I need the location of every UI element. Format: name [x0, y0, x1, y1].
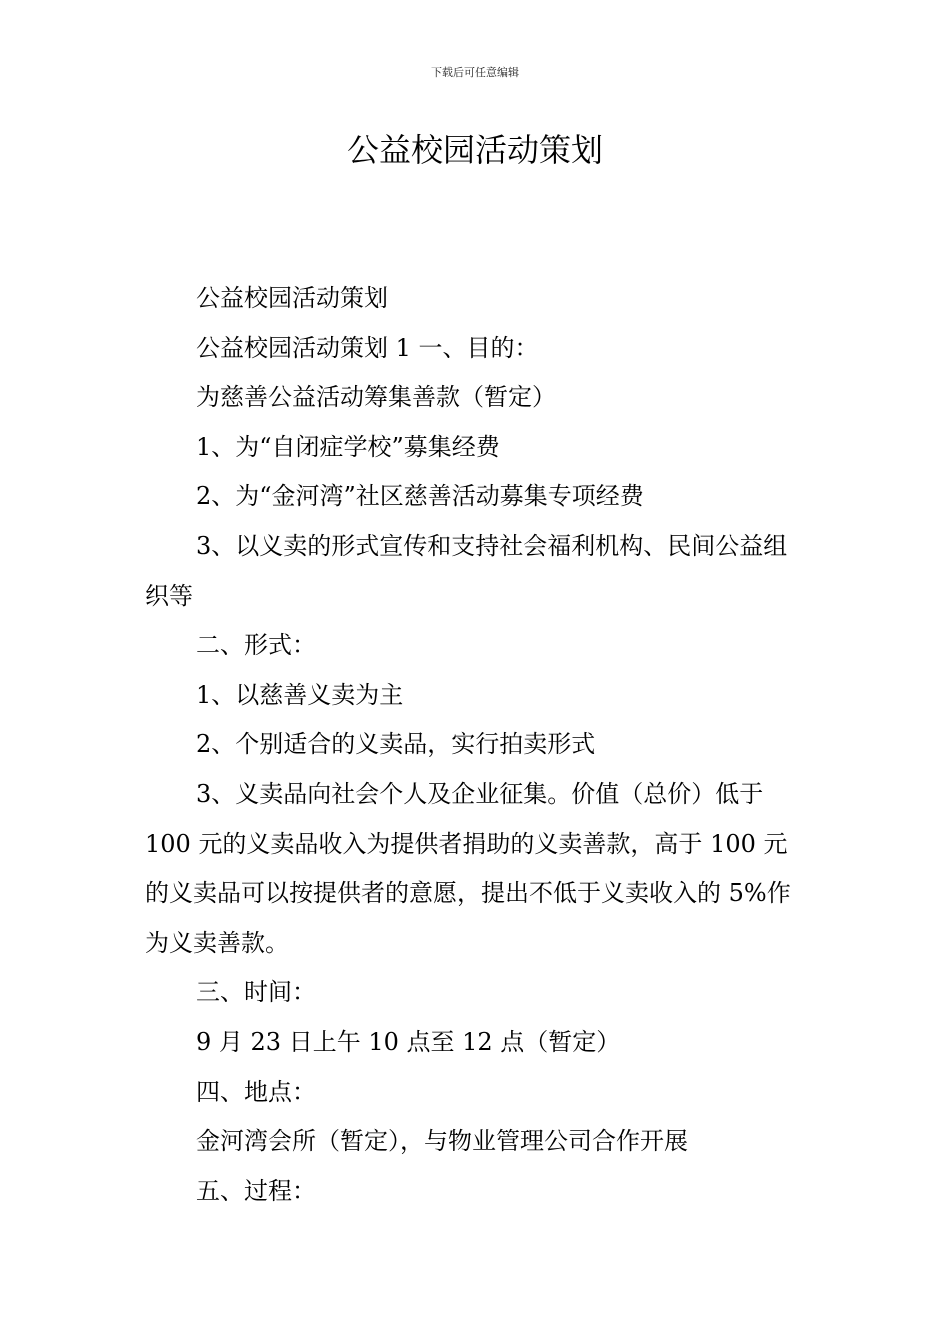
- paragraph: 9 月 23 日上午 10 点至 12 点（暂定）: [196, 1027, 621, 1056]
- paragraph: 2、个别适合的义卖品，实行拍卖形式: [196, 730, 596, 759]
- paragraph: 1、为“自闭症学校”募集经费: [196, 432, 500, 461]
- paragraph: 公益校园活动策划 1 一、目的：: [196, 333, 539, 362]
- document-title: 公益校园活动策划: [346, 131, 603, 169]
- paragraph: 为慈善公益活动筹集善款（暂定）: [196, 383, 556, 412]
- section-heading: 五、过程：: [196, 1176, 316, 1205]
- paragraph: 公益校园活动策划: [196, 284, 388, 312]
- paragraph: 3、以义卖的形式宣传和支持社会福利机构、民间公益组织等: [145, 531, 788, 610]
- header-note: 下载后可任意编辑: [431, 66, 519, 79]
- paragraph: 3、义卖品向社会个人及企业征集。价值（总价）低于 100 元的义卖品收入为提供者捐助的义卖善款，高于 100 元的义卖品可以按提供者的意愿，提出不低于义卖收入的 5%作为义卖善款。: [145, 779, 791, 957]
- paragraph: 2、为“金河湾”社区慈善活动募集专项经费: [196, 482, 644, 511]
- section-heading: 二、形式：: [196, 631, 316, 660]
- section-heading: 三、时间：: [196, 978, 316, 1007]
- paragraph: 金河湾会所（暂定），与物业管理公司合作开展: [196, 1127, 688, 1156]
- paragraph: 1、以慈善义卖为主: [196, 680, 404, 709]
- section-heading: 四、地点：: [196, 1077, 316, 1106]
- document-body: [145, 274, 810, 1216]
